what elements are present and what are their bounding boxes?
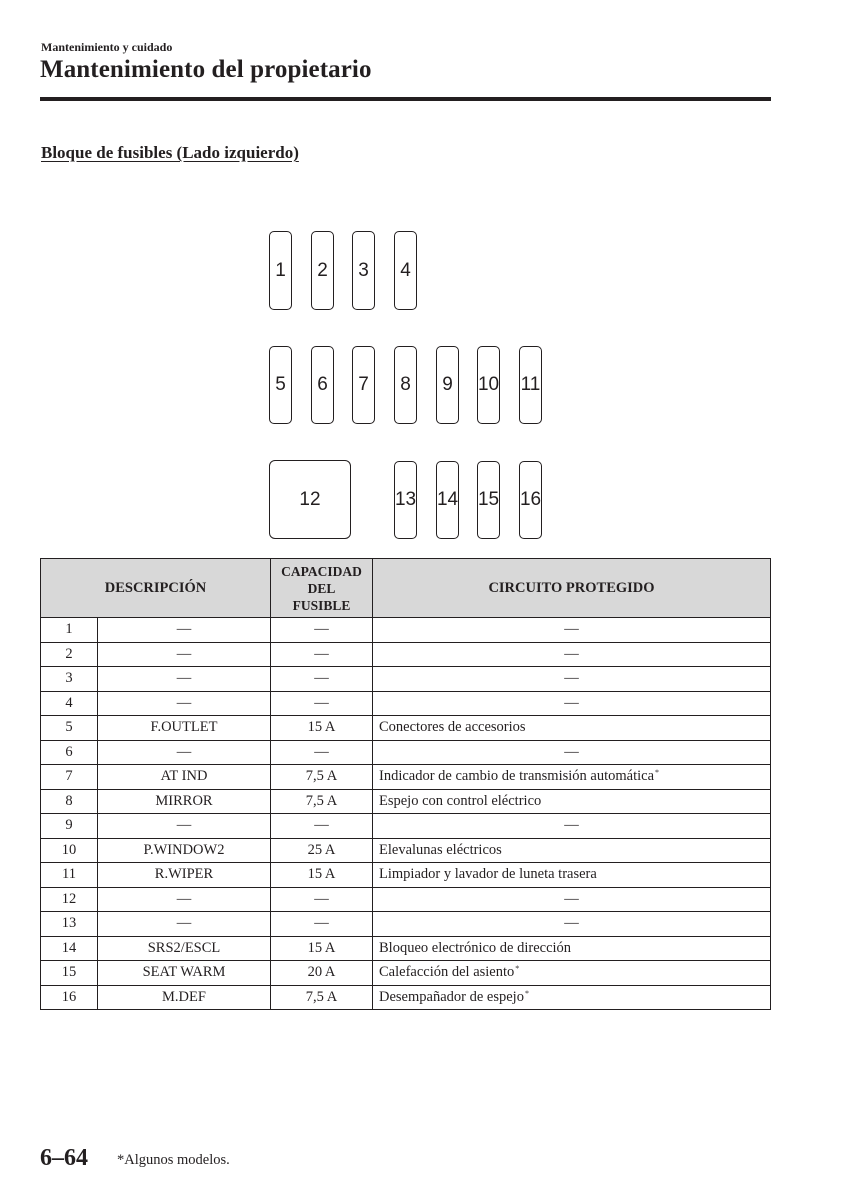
fuse-number-cell-text: 9 (65, 817, 73, 834)
fuse-capacity-cell-text: 15 A (307, 719, 336, 736)
table-row (41, 765, 771, 790)
fuse-number-cell (41, 936, 98, 961)
fuse-description-cell (98, 936, 271, 961)
fuse-description-cell (98, 985, 271, 1010)
fuse-circuit-cell (373, 814, 771, 839)
footnote: *Algunos modelos. (117, 1152, 230, 1168)
fuse-description-cell-text: F.OUTLET (150, 719, 218, 736)
fuse-number-cell-text: 16 (61, 988, 77, 1005)
fuse-number-cell-text: 7 (65, 768, 73, 785)
header-capacity-line1: CAPACIDAD (281, 563, 362, 579)
fuse-number-cell (41, 863, 98, 888)
fuse-description-cell-text: — (176, 743, 192, 760)
fuse-circuit-cell-text: — (564, 817, 579, 834)
table-row (41, 863, 771, 888)
fuse-capacity-cell-text: 20 A (307, 964, 336, 981)
fuse-number-cell-text: 12 (61, 890, 77, 907)
page-title: Mantenimiento del propietario (40, 56, 372, 83)
fuse-number-cell-text: 11 (62, 866, 76, 883)
fuse-block-diagram (0, 0, 845, 560)
section-label: Mantenimiento y cuidado (41, 40, 173, 54)
fuse-capacity-cell (271, 740, 373, 765)
fuse-description-cell-text: — (176, 817, 192, 834)
fuse-15: 15 (477, 461, 500, 539)
fuse-capacity-cell (271, 838, 373, 863)
fuse-capacity-cell-text: — (314, 915, 329, 932)
fuse-description-cell-text: AT IND (160, 768, 208, 785)
fuse-number-cell (41, 667, 98, 692)
fuse-number-cell-text: 5 (65, 719, 73, 736)
fuse-circuit-cell-text: — (564, 890, 579, 907)
fuse-circuit-cell-text: Espejo con control eléctrico (379, 792, 542, 809)
fuse-capacity-cell-text: — (314, 817, 329, 834)
fuse-capacity-cell (271, 667, 373, 692)
fuse-9: 9 (436, 346, 459, 424)
fuse-number-cell (41, 691, 98, 716)
fuse-6: 6 (311, 346, 334, 424)
fuse-description-cell (98, 642, 271, 667)
fuse-14: 14 (436, 461, 459, 539)
fuse-description-cell-text: MIRROR (155, 792, 213, 809)
fuse-capacity-cell-text: — (314, 645, 329, 662)
fuse-capacity-cell (271, 863, 373, 888)
fuse-description-cell-text: — (176, 890, 192, 907)
table-row (41, 716, 771, 741)
fuse-circuit-cell (373, 936, 771, 961)
fuse-capacity-cell-text: — (314, 694, 329, 711)
fuse-capacity-cell (271, 765, 373, 790)
fuse-description-cell (98, 765, 271, 790)
fuse-circuit-cell-text: Desempañador de espejo (379, 988, 524, 1005)
fuse-description-cell (98, 838, 271, 863)
table-row (41, 691, 771, 716)
fuse-number-cell-text: 1 (65, 621, 73, 638)
fuse-circuit-cell (373, 887, 771, 912)
subsection-heading: Bloque de fusibles (Lado izquierdo) (41, 143, 299, 162)
fuse-11: 11 (519, 346, 542, 424)
table-row (41, 838, 771, 863)
fuse-circuit-cell (373, 618, 771, 643)
fuse-number-cell (41, 618, 98, 643)
fuse-description-cell-text: — (176, 645, 192, 662)
fuse-number-cell (41, 814, 98, 839)
fuse-circuit-cell-text: — (564, 670, 579, 687)
fuse-capacity-cell (271, 642, 373, 667)
fuse-number-cell-text: 14 (61, 939, 77, 956)
fuse-description-cell (98, 667, 271, 692)
fuse-12: 12 (269, 460, 351, 539)
fuse-description-cell (98, 740, 271, 765)
fuse-capacity-cell-text: 25 A (307, 841, 336, 858)
fuse-circuit-cell-text: — (564, 694, 579, 711)
fuse-circuit-cell (373, 912, 771, 937)
fuse-description-cell-text: P.WINDOW2 (143, 841, 225, 858)
table-row (41, 667, 771, 692)
fuse-circuit-cell-text: — (564, 621, 579, 638)
footnote-marker: * (655, 768, 660, 778)
fuse-description-cell-text: M.DEF (162, 988, 206, 1005)
fuse-description-cell (98, 814, 271, 839)
fuse-13: 13 (394, 461, 417, 539)
fuse-number-cell-text: 8 (65, 792, 73, 809)
fuse-capacity-cell (271, 985, 373, 1010)
table-row (41, 642, 771, 667)
fuse-circuit-cell-text: Conectores de accesorios (379, 719, 526, 736)
table-row (41, 814, 771, 839)
fuse-number-cell (41, 716, 98, 741)
fuse-circuit-cell (373, 691, 771, 716)
fuse-description-cell (98, 912, 271, 937)
fuse-capacity-cell-text: 15 A (307, 939, 336, 956)
fuse-number-cell (41, 642, 98, 667)
footnote-marker: * (524, 988, 529, 998)
fuse-number-cell (41, 961, 98, 986)
table-row (41, 740, 771, 765)
fuse-description-cell-text: — (176, 694, 192, 711)
fuse-circuit-cell (373, 838, 771, 863)
table-row (41, 912, 771, 937)
fuse-capacity-cell-text: — (314, 670, 329, 687)
fuse-circuit-cell (373, 667, 771, 692)
fuse-description-cell (98, 716, 271, 741)
fuse-number-cell (41, 789, 98, 814)
fuse-capacity-cell (271, 912, 373, 937)
fuse-1: 1 (269, 231, 292, 310)
fuse-circuit-cell (373, 863, 771, 888)
fuse-description-cell-text: — (176, 670, 192, 687)
fuse-number-cell (41, 985, 98, 1010)
header-circuit: CIRCUITO PROTEGIDO (373, 559, 771, 618)
fuse-number-cell-text: 10 (61, 841, 77, 858)
table-row (41, 961, 771, 986)
fuse-capacity-cell-text: — (314, 743, 329, 760)
fuse-description-cell-text: SEAT WARM (142, 964, 226, 981)
fuse-capacity-cell (271, 716, 373, 741)
fuse-capacity-cell (271, 691, 373, 716)
fuse-number-cell-text: 3 (65, 670, 73, 687)
fuse-circuit-cell-text: Limpiador y lavador de luneta trasera (379, 866, 597, 883)
fuse-capacity-cell (271, 961, 373, 986)
fuse-number-cell (41, 838, 98, 863)
fuse-circuit-cell (373, 985, 771, 1010)
fuse-8: 8 (394, 346, 417, 424)
fuse-capacity-cell (271, 887, 373, 912)
fuse-number-cell (41, 765, 98, 790)
fuse-number-cell-text: 15 (61, 964, 77, 981)
table-row (41, 887, 771, 912)
fuse-10: 10 (477, 346, 500, 424)
fuse-circuit-cell (373, 789, 771, 814)
fuse-description-cell-text: R.WIPER (154, 866, 214, 883)
fuse-description-cell (98, 887, 271, 912)
fuse-3: 3 (352, 231, 375, 310)
fuse-description-cell (98, 691, 271, 716)
fuse-description-cell (98, 789, 271, 814)
fuse-description-cell-text: — (176, 621, 192, 638)
fuse-16: 16 (519, 461, 542, 539)
fuse-capacity-cell (271, 789, 373, 814)
fuse-description-cell (98, 961, 271, 986)
fuse-circuit-cell-text: — (564, 915, 579, 932)
table-row (41, 618, 771, 643)
fuse-capacity-cell (271, 936, 373, 961)
fuse-2: 2 (311, 231, 334, 310)
table-row (41, 936, 771, 961)
fuse-description-cell-text: SRS2/ESCL (147, 939, 221, 956)
fuse-capacity-cell-text: 15 A (307, 866, 336, 883)
fuse-number-cell-text: 6 (65, 743, 73, 760)
page-number: 6–64 (40, 1145, 88, 1171)
table-row (41, 985, 771, 1010)
fuse-circuit-cell-text: Indicador de cambio de transmisión automática (379, 768, 655, 785)
fuse-description-cell (98, 618, 271, 643)
header-description: DESCRIPCIÓN (41, 559, 271, 618)
fuse-number-cell-text: 2 (65, 645, 73, 662)
fuse-capacity-cell (271, 618, 373, 643)
fuse-circuit-cell-text: — (564, 743, 579, 760)
fuse-circuit-cell (373, 961, 771, 986)
fuse-circuit-cell-text: — (564, 645, 579, 662)
fuse-circuit-cell (373, 716, 771, 741)
table-header-row (41, 559, 771, 618)
fuse-capacity-cell-text: — (314, 890, 329, 907)
fuse-circuit-cell-text: Elevalunas eléctricos (379, 841, 502, 858)
fuse-capacity-cell-text: 7,5 A (305, 792, 338, 809)
fuse-description-cell (98, 863, 271, 888)
footnote-marker: * (515, 964, 520, 974)
fuse-number-cell-text: 13 (61, 915, 77, 932)
fuse-circuit-cell-text: Bloqueo electrónico de dirección (379, 939, 572, 956)
fuse-table (40, 558, 771, 1010)
fuse-number-cell-text: 4 (65, 694, 73, 711)
fuse-capacity-cell (271, 814, 373, 839)
fuse-4: 4 (394, 231, 417, 310)
fuse-circuit-cell (373, 740, 771, 765)
fuse-number-cell (41, 912, 98, 937)
fuse-7: 7 (352, 346, 375, 424)
fuse-number-cell (41, 740, 98, 765)
header-capacity-line3: FUSIBLE (292, 597, 351, 613)
fuse-circuit-cell (373, 642, 771, 667)
fuse-circuit-cell-text: Calefacción del asiento (379, 964, 515, 981)
fuse-circuit-cell (373, 765, 771, 790)
fuse-capacity-cell-text: 7,5 A (305, 768, 338, 785)
fuse-number-cell (41, 887, 98, 912)
header-capacity-line2: DEL (307, 580, 336, 596)
fuse-capacity-cell-text: 7,5 A (305, 988, 338, 1005)
header-capacity (271, 559, 373, 618)
table-row (41, 789, 771, 814)
fuse-capacity-cell-text: — (314, 621, 329, 638)
fuse-5: 5 (269, 346, 292, 424)
fuse-description-cell-text: — (176, 915, 192, 932)
